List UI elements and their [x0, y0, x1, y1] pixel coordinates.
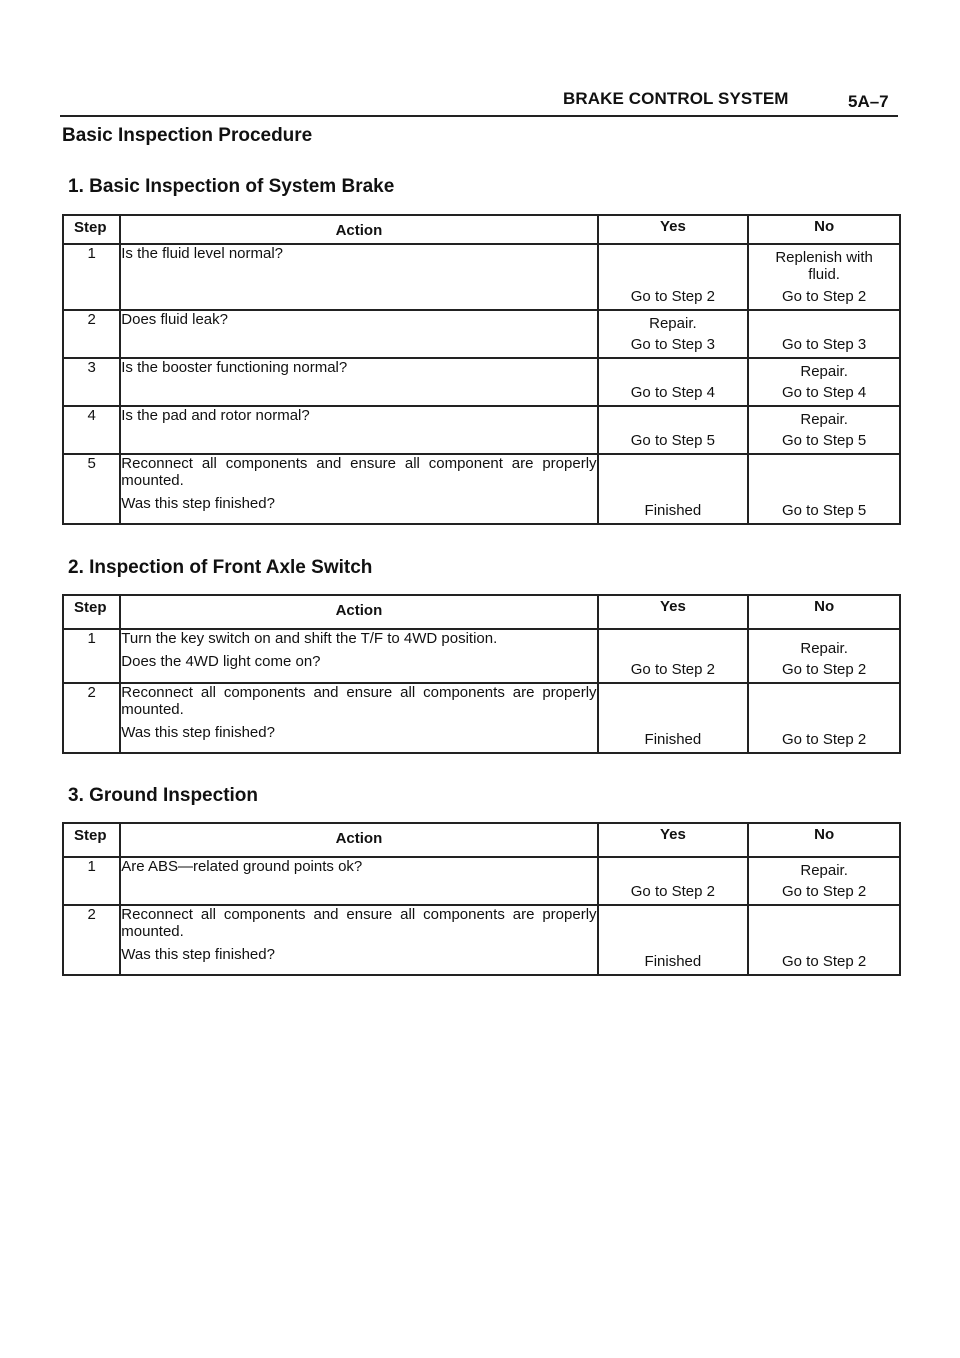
action-cell	[120, 454, 597, 524]
no-cell	[748, 454, 900, 524]
column-header-no: No	[748, 823, 900, 857]
no-note: Repair.	[800, 411, 848, 428]
column-header-yes: Yes	[598, 823, 749, 857]
section-title: 3. Ground Inspection	[68, 785, 259, 806]
no-cell	[748, 244, 900, 310]
step-number: 5	[63, 454, 120, 524]
action-question: Was this step finished?	[121, 946, 275, 963]
yes-cell	[598, 905, 749, 975]
table-row	[63, 683, 900, 753]
action-cell	[120, 310, 597, 358]
step-number: 2	[63, 905, 120, 975]
action-cell	[120, 857, 597, 905]
yes-result: Go to Step 2	[630, 883, 715, 900]
no-note: Replenish with fluid.	[775, 249, 873, 283]
action-text: Reconnect all components and ensure all components are properly mounted.	[121, 906, 597, 940]
no-result: Go to Step 4	[782, 384, 867, 401]
header-divider	[60, 115, 898, 117]
running-header-title: BRAKE CONTROL SYSTEM	[563, 89, 789, 108]
section-title: 2. Inspection of Front Axle Switch	[68, 557, 373, 578]
action-text: Are ABS—related ground points ok?	[121, 858, 363, 875]
no-result: Go to Step 3	[782, 336, 867, 353]
table-row	[63, 310, 900, 358]
no-cell	[748, 310, 900, 358]
no-result: Go to Step 2	[782, 731, 867, 748]
no-result: Go to Step 2	[782, 883, 867, 900]
action-cell	[120, 358, 597, 406]
column-header-no: No	[748, 595, 900, 629]
yes-result: Finished	[644, 953, 702, 970]
step-number: 1	[63, 629, 120, 683]
action-text: Is the booster functioning normal?	[121, 359, 348, 376]
no-result: Go to Step 2	[782, 953, 867, 970]
no-result: Go to Step 5	[782, 432, 867, 449]
table-row	[63, 244, 900, 310]
procedure-table	[62, 822, 901, 976]
no-result: Go to Step 2	[782, 288, 867, 305]
step-number: 1	[63, 857, 120, 905]
no-note: Repair.	[800, 363, 848, 380]
action-cell	[120, 629, 597, 683]
table-row	[63, 857, 900, 905]
action-cell	[120, 905, 597, 975]
action-text: Is the pad and rotor normal?	[121, 407, 310, 424]
column-header-no: No	[748, 215, 900, 244]
procedure-table	[62, 594, 901, 754]
yes-result: Finished	[644, 731, 702, 748]
yes-result: Go to Step 2	[630, 661, 715, 678]
action-question: Does the 4WD light come on?	[121, 653, 321, 670]
yes-result: Go to Step 5	[630, 432, 715, 449]
action-text: Reconnect all components and ensure all component are properly mounted.	[121, 455, 597, 489]
column-header-yes: Yes	[598, 595, 749, 629]
step-number: 1	[63, 244, 120, 310]
action-question: Was this step finished?	[121, 724, 275, 741]
no-cell	[748, 857, 900, 905]
action-text: Is the fluid level normal?	[121, 245, 284, 262]
column-header-action: Action	[120, 595, 597, 629]
yes-result: Go to Step 2	[630, 288, 715, 305]
action-text: Does fluid leak?	[121, 311, 228, 328]
yes-result: Go to Step 3	[630, 336, 715, 353]
column-header-action: Action	[120, 215, 597, 244]
table-row	[63, 358, 900, 406]
action-cell	[120, 683, 597, 753]
table-row	[63, 454, 900, 524]
table-row	[63, 629, 900, 683]
table-row	[63, 905, 900, 975]
no-cell	[748, 683, 900, 753]
step-number: 2	[63, 310, 120, 358]
step-number: 3	[63, 358, 120, 406]
yes-result: Go to Step 4	[630, 384, 715, 401]
procedure-table	[62, 214, 901, 525]
yes-cell	[598, 244, 749, 310]
yes-cell	[598, 629, 749, 683]
yes-cell	[598, 310, 749, 358]
action-text: Reconnect all components and ensure all components are properly mounted.	[121, 684, 597, 718]
yes-cell	[598, 683, 749, 753]
column-header-action: Action	[120, 823, 597, 857]
column-header-yes: Yes	[598, 215, 749, 244]
action-cell	[120, 406, 597, 454]
no-cell	[748, 905, 900, 975]
table-header-row	[63, 823, 900, 857]
yes-note: Repair.	[649, 315, 697, 332]
table-row	[63, 406, 900, 454]
action-question: Was this step finished?	[121, 495, 275, 512]
yes-cell	[598, 358, 749, 406]
action-text: Turn the key switch on and shift the T/F to 4WD position.	[121, 630, 498, 647]
table-header-row	[63, 215, 900, 244]
column-header-step: Step	[63, 823, 120, 857]
no-result: Go to Step 2	[782, 661, 867, 678]
page-number: 5A–7	[848, 92, 889, 111]
table-header-row	[63, 595, 900, 629]
no-note: Repair.	[800, 862, 848, 879]
action-cell	[120, 244, 597, 310]
no-cell	[748, 629, 900, 683]
yes-cell	[598, 857, 749, 905]
step-number: 2	[63, 683, 120, 753]
section-title: 1. Basic Inspection of System Brake	[68, 176, 395, 197]
yes-cell	[598, 406, 749, 454]
no-cell	[748, 358, 900, 406]
yes-result: Finished	[644, 502, 702, 519]
column-header-step: Step	[63, 215, 120, 244]
no-note: Repair.	[800, 640, 848, 657]
yes-cell	[598, 454, 749, 524]
page-heading: Basic Inspection Procedure	[62, 125, 313, 146]
no-result: Go to Step 5	[782, 502, 867, 519]
column-header-step: Step	[63, 595, 120, 629]
step-number: 4	[63, 406, 120, 454]
no-cell	[748, 406, 900, 454]
